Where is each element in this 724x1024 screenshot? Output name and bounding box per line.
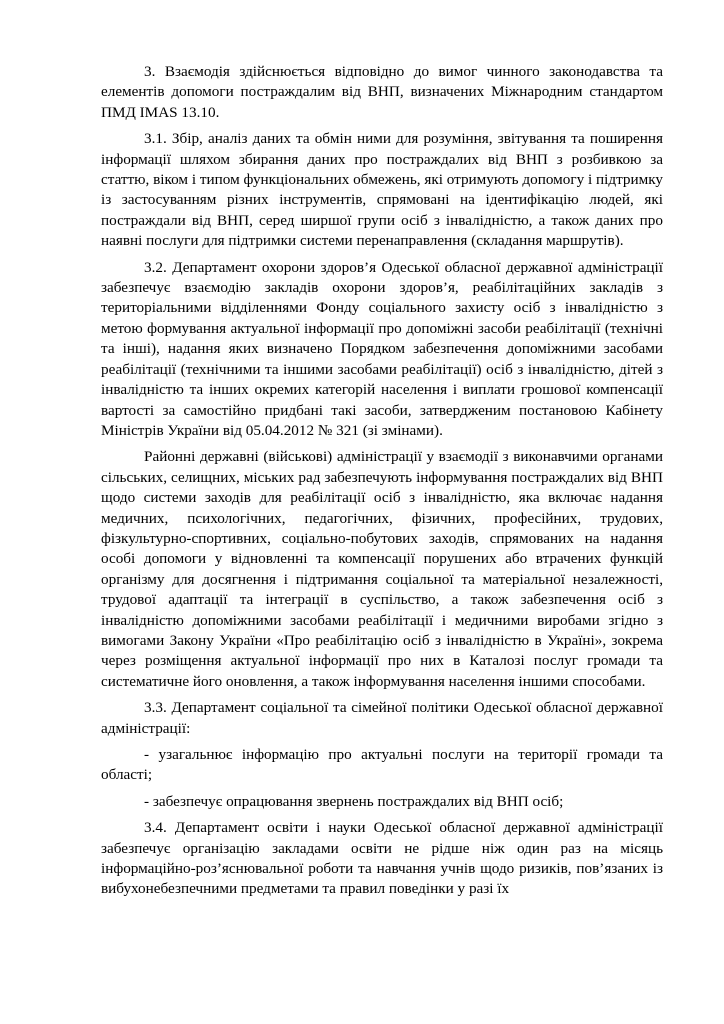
list-item-appeals: - забезпечує опрацювання звернень постраждалих від ВНП осіб; <box>144 792 564 810</box>
paragraph-3-2: 3.2. Департамент охорони здоров’я Одеської обласної державної адміністрації забезпечує взаємодію закладів охорони здоров’я, реабілітаційних закладів з територіальними відділеннями Фонду соціального захисту осіб з інвалідністю з метою формування актуальної інформації про допоміжні засоби реабілітації (технічні та інші), надання яких визначено Порядком забезпечення допоміжними засобами реабілітації (технічними та іншими засобами реабілітації) осіб з інвалідністю, дітей з інвалідністю та інших окремих категорій населення і виплати грошової компенсації вартості за самостійно придбані такі засоби, затвердженим постановою Кабінету Міністрів України від 05.04.2012 № 321 (зі змінами). <box>101 258 663 439</box>
paragraph-3: 3. Взаємодія здійснюється відповідно до вимог чинного законодавства та елементів допомоги постраждалим від ВНП, визначених Міжнародним стандартом ПМД IMAS 13.10. <box>101 63 663 121</box>
paragraph-3-4: 3.4. Департамент освіти і науки Одеської обласної державної адміністрації забезпечує організацію закладами освіти не рідше ніж один раз на місяць інформаційно-роз’яснювальної роботи та навчання учнів щодо ризиків, пов’язаних із вибухонебезпечними предметами та правил поведінки у разі їх <box>101 819 663 898</box>
list-item-services: - узагальнює інформацію про актуальні послуги на території громади та області; <box>101 746 663 784</box>
paragraph-3-1: 3.1. Збір, аналіз даних та обмін ними для розуміння, звітування та поширення інформації шляхом збирання даних про постраждалих від ВНП з розбивкою за статтю, віком і типом функціональних обмежень, які отримують допомогу і підтримку із застосуванням різних інструментів, спрямовані на ідентифікацію людей, які постраждали від ВНП, серед ширшої групи осіб з інвалідністю, а також даних про наявні послуги для підтримки системи перенаправлення (складання маршрутів). <box>101 130 663 250</box>
document-body <box>101 62 663 900</box>
paragraph-3-3: 3.3. Департамент соціальної та сімейної політики Одеської обласної державної адміністрації: <box>101 699 663 737</box>
paragraph-district-administrations: Районні державні (військові) адміністрації у взаємодії з виконавчими органами сільських, селищних, міських рад забезпечують інформування постраждалих від ВНП щодо системи заходів для реабілітації осіб з інвалідністю, яка включає надання медичних, психологічних, педагогічних, фізичних, професійних, трудових, фізкультурно-спортивних, соціально-побутових заходів, спрямованих на надання особі допомоги у відновленні та компенсації порушених або втрачених функцій організму для досягнення і підтримання соціальної та матеріальної незалежності, трудової адаптації та інтеграції в суспільство, а також забезпечення осіб з інвалідністю допоміжними засобами реабілітації і медичними виробами згідно з вимогами Закону України «Про реабілітацію осіб з інвалідністю в Україні», зокрема через розміщення актуальної інформації про них в Каталозі послуг громади та систематичне його оновлення, а також інформування населення іншими способами. <box>101 448 663 690</box>
